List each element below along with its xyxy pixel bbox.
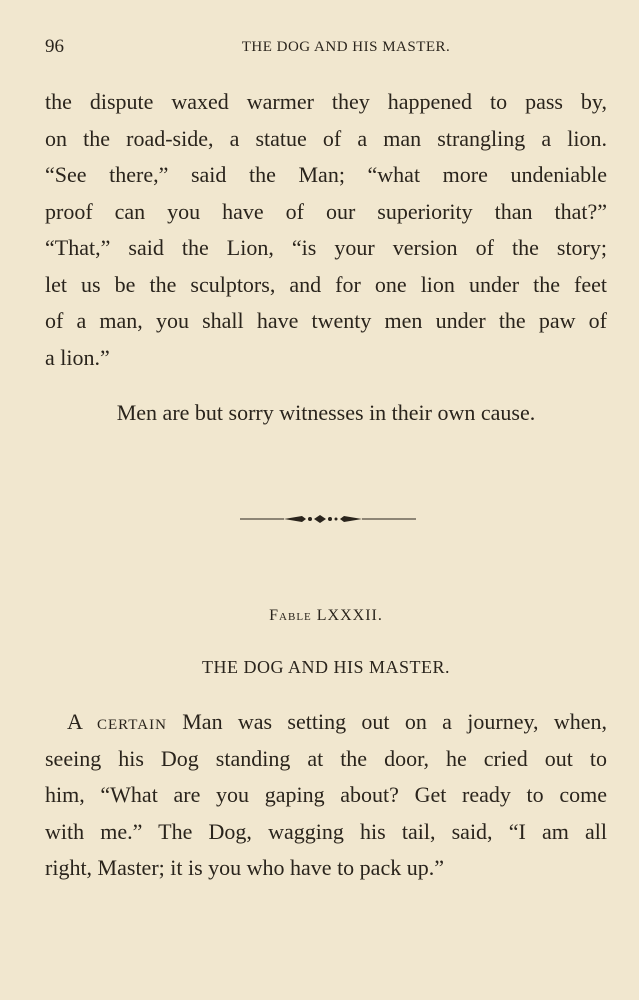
page-number: 96 <box>45 36 64 57</box>
opening-word: A <box>67 709 82 734</box>
opening-smallcaps: certain <box>97 709 167 734</box>
fable-title: THE DOG AND HIS MASTER. <box>201 657 450 677</box>
text-line: of a man, you shall have twenty men under the paw of <box>45 308 607 333</box>
text-line: let us be the sculptors, and for one lion under the feet <box>45 271 607 297</box>
first-line-rest: Man was setting out on a journey, when, <box>182 709 608 734</box>
previous-fable-text <box>45 84 607 376</box>
page-header <box>45 36 607 60</box>
fable-text <box>45 704 607 887</box>
text-line: “That,” said the Lion, “is your version of the story; <box>45 235 607 260</box>
text-line: seeing his Dog standing at the door, he cried out to <box>45 745 607 771</box>
text-line-first <box>45 704 607 741</box>
running-title: THE DOG AND HIS MASTER. <box>241 39 451 55</box>
fable-number: Fable LXXXII. <box>269 607 383 624</box>
text-line: proof can you have of our superiority than that?” <box>45 198 607 224</box>
text-line: him, “What are you gaping about? Get ready to come <box>45 782 607 807</box>
text-line: with me.” The Dog, wagging his tail, said, “I am all <box>45 818 607 844</box>
text-line: on the road-side, a statue of a man strangling a lion. <box>45 125 607 151</box>
moral: Men are but sorry witnesses in their own cause. <box>116 400 536 425</box>
text-line: a lion.” <box>45 344 110 370</box>
ornament-divider-icon <box>240 512 416 526</box>
text-line: right, Master; it is you who have to pack up.” <box>45 855 444 880</box>
text-line: “See there,” said the Man; “what more undeniable <box>45 162 607 187</box>
text-line: the dispute waxed warmer they happened to pass by, <box>45 89 607 114</box>
